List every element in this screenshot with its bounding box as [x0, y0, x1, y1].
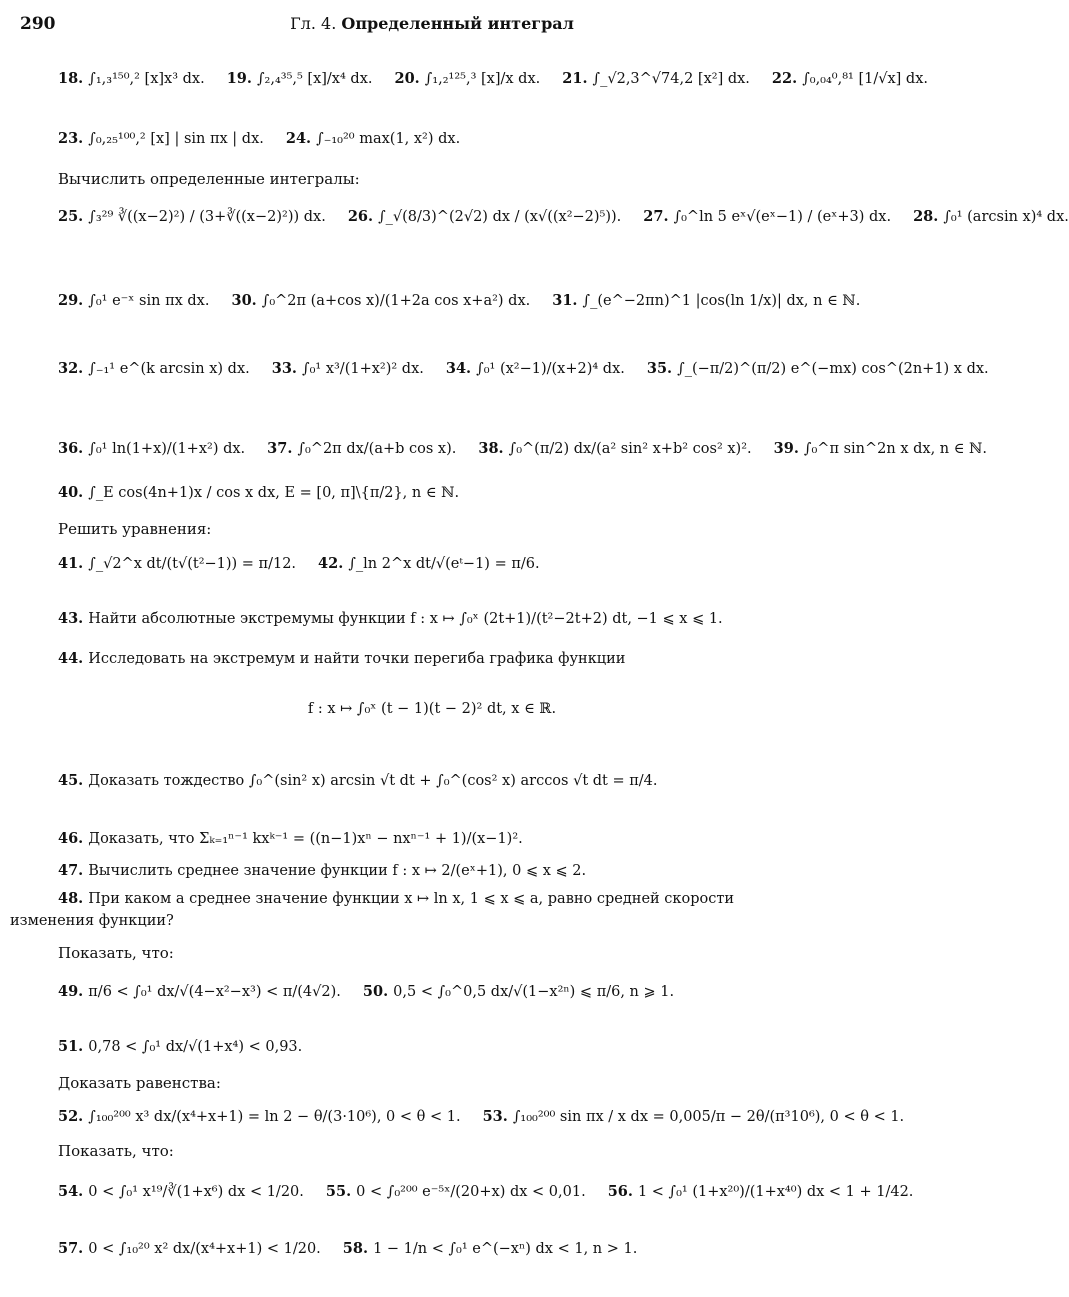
exercise-number: 43.	[58, 610, 89, 627]
chapter-label: Гл. 4.	[290, 14, 337, 33]
exercise-formula: ∫₋₁₀²⁰ max(1, x²) dx.	[316, 131, 461, 147]
exercise-formula: 0 < ∫₁₀²⁰ x² dx/(x⁴+x+1) < 1/20.	[88, 1241, 321, 1257]
exercise-formula: ∫_(−π/2)^(π/2) e^(−mx) cos^(2n+1) x dx.	[677, 361, 989, 377]
exercise-number: 25.	[58, 208, 89, 225]
exercise-line	[58, 890, 846, 908]
section-heading: Вычислить определенные интегралы:	[58, 170, 360, 188]
exercise-number: 42.	[318, 555, 349, 572]
exercise-line	[58, 650, 846, 668]
exercise-formula: ∫_ln 2^x dt/√(eᵗ−1) = π/6.	[348, 556, 540, 572]
exercise-line	[10, 912, 846, 930]
exercise-formula: 0 < ∫₀¹ x¹⁹/∛(1+x⁶) dx < 1/20.	[88, 1184, 304, 1200]
exercise-formula: ∫₀¹ (arcsin x)⁴ dx.	[943, 209, 1069, 225]
exercise-line	[58, 130, 846, 148]
exercise-number: 39.	[773, 440, 804, 457]
exercise-number: 19.	[226, 70, 257, 87]
exercise-number: 35.	[646, 360, 678, 377]
exercise-formula: ∫₀¹ x³/(1+x²)² dx.	[302, 361, 424, 377]
section-heading: Показать, что:	[58, 944, 174, 962]
exercise-number: 49.	[58, 983, 89, 1000]
exercise-line	[58, 983, 846, 1001]
exercise-number: 54.	[58, 1183, 89, 1200]
exercise-formula: ∫₀,₀₄⁰,⁸¹ [1/√x] dx.	[802, 71, 928, 87]
exercise-formula: Найти абсолютные экстремумы функции f : x ↦ ∫₀ˣ (2t+1)/(t²−2t+2) dt, −1 ⩽ x ⩽ 1.	[88, 611, 723, 627]
exercise-formula: ∫₀¹ (x²−1)/(x+2)⁴ dx.	[476, 361, 625, 377]
section-heading: Показать, что:	[58, 1142, 174, 1160]
exercise-number: 53.	[482, 1108, 513, 1125]
exercise-line	[58, 862, 846, 880]
exercise-number: 56.	[607, 1183, 638, 1200]
running-title	[20, 14, 844, 33]
exercise-number: 51.	[58, 1038, 89, 1055]
exercise-number: 26.	[347, 208, 379, 225]
exercise-formula: ∫_√(8/3)^(2√2) dx / (x√((x²−2)⁵)).	[378, 209, 622, 225]
section-heading: Доказать равенства:	[58, 1074, 221, 1092]
exercise-formula: ∫₀¹ e⁻ˣ sin πx dx.	[88, 293, 210, 309]
exercise-formula: изменения функции?	[10, 913, 174, 929]
exercise-formula: ∫₀¹ ln(1+x)/(1+x²) dx.	[88, 441, 246, 457]
exercise-line	[58, 772, 846, 790]
exercise-number: 50.	[362, 983, 394, 1000]
exercise-formula: ∫₋₁¹ e^(k arcsin x) dx.	[88, 361, 250, 377]
exercise-line	[58, 610, 846, 628]
exercise-formula: Доказать тождество ∫₀^(sin² x) arcsin √t dt + ∫₀^(cos² x) arccos √t dt = π/4.	[88, 773, 658, 789]
exercise-number: 28.	[913, 208, 944, 225]
exercise-formula: f : x ↦ ∫₀ˣ (t − 1)(t − 2)² dt, x ∈ ℝ.	[307, 701, 557, 717]
exercise-number: 23.	[58, 130, 89, 147]
exercise-line	[58, 70, 928, 88]
exercise-formula: ∫₀^2π dx/(a+b cos x).	[297, 441, 457, 457]
exercise-number: 31.	[552, 292, 583, 309]
exercise-line	[58, 830, 846, 848]
exercise-line	[58, 1240, 846, 1258]
exercise-formula: 1 − 1/n < ∫₀¹ e^(−xⁿ) dx < 1, n > 1.	[373, 1241, 638, 1257]
exercise-number: 32.	[58, 360, 89, 377]
exercise-number: 29.	[58, 292, 89, 309]
section-heading: Решить уравнения:	[58, 520, 212, 538]
exercise-formula: 1 < ∫₀¹ (1+x²⁰)/(1+x⁴⁰) dx < 1 + 1/42.	[637, 1184, 914, 1200]
exercise-formula: ∫_√2,3^√74,2 [x²] dx.	[592, 71, 750, 87]
exercise-formula: При каком a среднее значение функции x ↦ ln x, 1 ⩽ x ⩽ a, равно средней скорости	[88, 891, 735, 907]
exercise-line	[58, 1108, 905, 1126]
exercise-number: 37.	[267, 440, 298, 457]
exercise-formula: ∫₁,₂¹²⁵,³ [x]/x dx.	[424, 71, 541, 87]
page-number: 290	[20, 14, 56, 34]
exercise-number: 38.	[478, 440, 509, 457]
exercise-number: 40.	[58, 484, 89, 501]
exercise-number: 18.	[58, 70, 89, 87]
exercise-formula: ∫₀^(π/2) dx/(a² sin² x+b² cos² x)².	[508, 441, 752, 457]
exercise-formula: ∫₃²⁹ ∛((x−2)²) / (3+∛((x−2)²)) dx.	[88, 209, 326, 225]
exercise-formula: ∫₀^2π (a+cos x)/(1+2a cos x+a²) dx.	[261, 293, 531, 309]
exercise-number: 41.	[58, 555, 89, 572]
exercise-line	[58, 484, 846, 502]
exercise-number: 57.	[58, 1240, 89, 1257]
exercise-line	[58, 1038, 846, 1056]
exercise-line	[58, 360, 989, 378]
exercise-line	[58, 1183, 914, 1201]
exercise-line	[58, 292, 861, 310]
exercise-number: 46.	[58, 830, 89, 847]
exercise-formula: π/6 < ∫₀¹ dx/√(4−x²−x³) < π/(4√2).	[88, 984, 341, 1000]
exercise-formula: ∫₁₀₀²⁰⁰ sin πx / x dx = 0,005/π − 2θ/(π³10⁶), 0 < θ < 1.	[512, 1109, 905, 1125]
exercise-number: 52.	[58, 1108, 89, 1125]
exercise-formula: ∫_(e^−2πn)^1 |cos(ln 1/x)| dx, n ∈ ℕ.	[582, 293, 861, 309]
exercise-number: 24.	[285, 130, 317, 147]
exercise-formula: Вычислить среднее значение функции f : x ↦ 2/(eˣ+1), 0 ⩽ x ⩽ 2.	[88, 863, 587, 879]
exercise-number: 55.	[325, 1183, 357, 1200]
exercise-formula: 0,5 < ∫₀^0,5 dx/√(1−x²ⁿ) ⩽ π/6, n ⩾ 1.	[393, 984, 675, 1000]
exercise-formula: ∫₀^π sin^2n x dx, n ∈ ℕ.	[803, 441, 987, 457]
exercise-line	[0, 700, 864, 718]
exercise-number: 27.	[643, 208, 674, 225]
exercise-line	[58, 555, 846, 573]
exercise-number: 22.	[771, 70, 803, 87]
exercise-number: 44.	[58, 650, 89, 667]
exercise-formula: 0,78 < ∫₀¹ dx/√(1+x⁴) < 0,93.	[88, 1039, 303, 1055]
exercise-number: 33.	[271, 360, 303, 377]
exercise-formula: ∫₁₀₀²⁰⁰ x³ dx/(x⁴+x+1) = ln 2 − θ/(3·10⁶), 0 < θ < 1.	[88, 1109, 461, 1125]
exercise-number: 21.	[562, 70, 593, 87]
exercise-number: 36.	[58, 440, 89, 457]
exercise-formula: Доказать, что Σₖ₌₁ⁿ⁻¹ kxᵏ⁻¹ = ((n−1)xⁿ − nxⁿ⁻¹ + 1)/(x−1)².	[88, 831, 523, 847]
exercise-number: 47.	[58, 862, 89, 879]
exercise-formula: ∫₀^ln 5 eˣ√(eˣ−1) / (eˣ+3) dx.	[673, 209, 892, 225]
exercise-formula: ∫₂,₄³⁵,⁵ [x]/x⁴ dx.	[256, 71, 373, 87]
exercise-number: 48.	[58, 890, 89, 907]
exercise-formula: Исследовать на экстремум и найти точки перегиба графика функции	[88, 651, 626, 667]
chapter-title: Определенный интеграл	[341, 14, 574, 33]
exercise-line	[58, 208, 1069, 226]
exercise-formula: ∫_E cos(4n+1)x / cos x dx, E = [0, π]\{π/2}, n ∈ ℕ.	[88, 485, 460, 501]
exercise-formula: ∫₀,₂₅¹⁰⁰,² [x] | sin πx | dx.	[88, 131, 264, 147]
exercise-formula: ∫₁,₃¹⁵⁰,² [x]x³ dx.	[88, 71, 205, 87]
exercise-formula: 0 < ∫₀²⁰⁰ e⁻⁵ˣ/(20+x) dx < 0,01.	[356, 1184, 586, 1200]
exercise-formula: ∫_√2^x dt/(t√(t²−1)) = π/12.	[88, 556, 297, 572]
page-header	[20, 14, 844, 42]
exercise-number: 58.	[342, 1240, 374, 1257]
exercise-number: 34.	[445, 360, 477, 377]
exercise-number: 45.	[58, 772, 89, 789]
exercise-number: 30.	[231, 292, 262, 309]
exercise-number: 20.	[394, 70, 425, 87]
exercise-line	[58, 440, 987, 458]
